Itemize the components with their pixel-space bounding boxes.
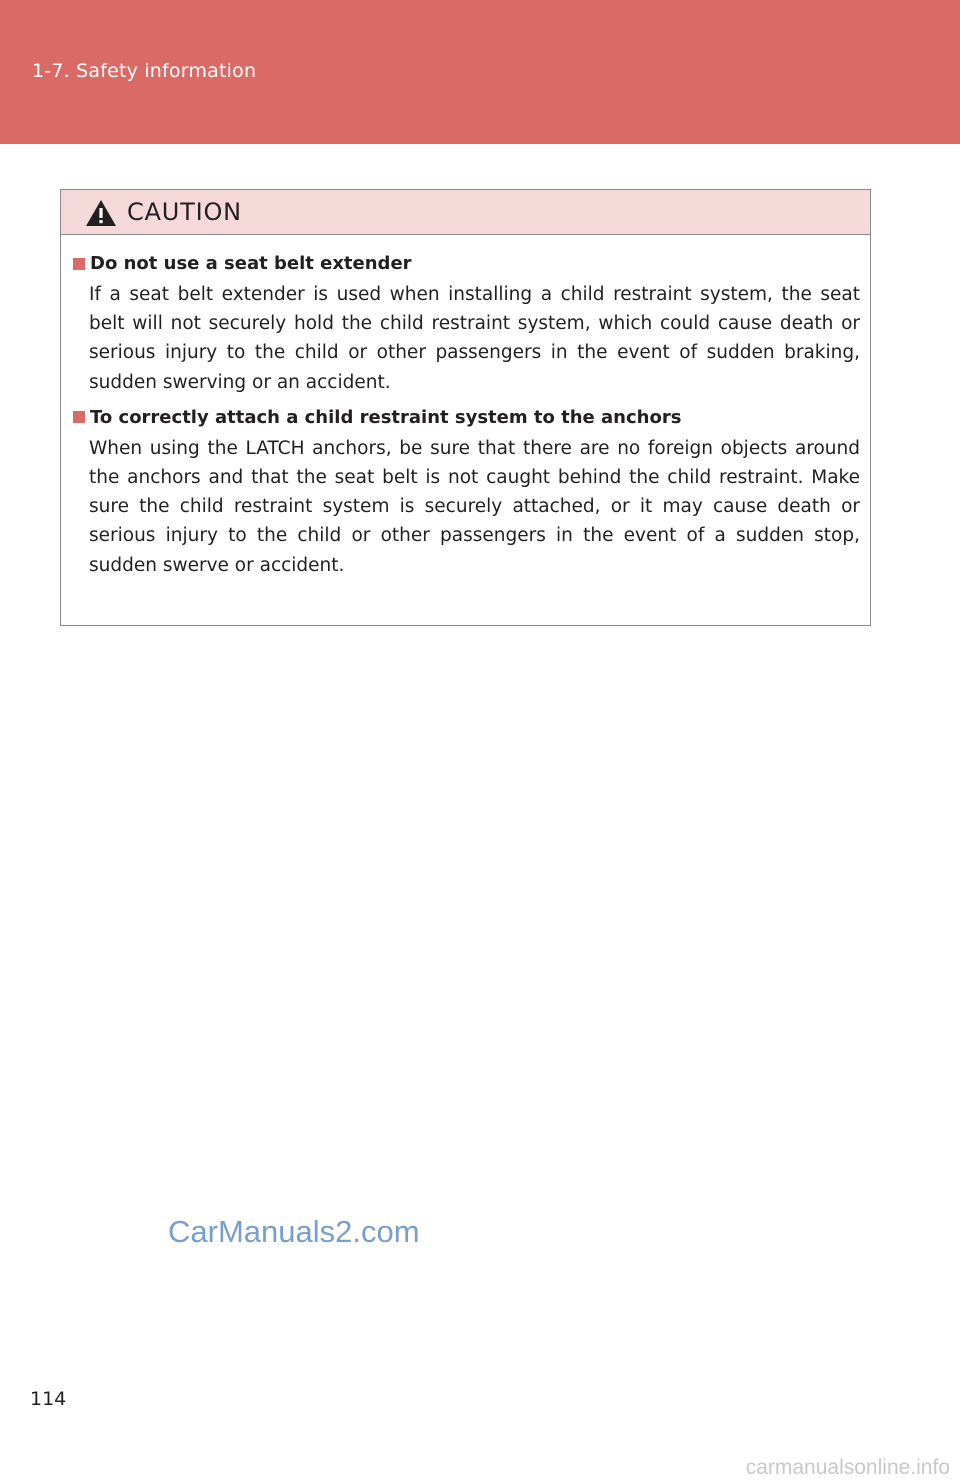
watermark-carmanuals2: CarManuals2.com [168,1214,420,1249]
page-number: 114 [30,1388,67,1410]
caution-box [60,189,871,626]
warning-triangle-icon [85,199,117,227]
caution-item-heading-text: To correctly attach a child restraint system to the anchors [90,406,682,428]
caution-item-heading [73,253,860,274]
caution-body [61,235,870,580]
caution-item-text: If a seat belt extender is used when installing a child restraint system, the seat belt will not securely hold the child restraint system, which could cause death or serious injury to the child or other passengers in the event of sudden braking, sudden swerving or an accident. [89,284,860,393]
caution-header [61,190,870,235]
caution-item-heading-text: Do not use a seat belt extender [90,253,412,274]
watermark-carmanualsonline: carmanualsonline.info [745,1456,950,1479]
caution-item-heading [73,407,860,428]
square-bullet-icon [73,258,85,270]
caution-item [73,407,860,580]
square-bullet-icon [73,411,85,423]
caution-item [73,253,860,397]
section-title: 1-7. Safety information [32,60,257,82]
caution-title: CAUTION [127,198,242,226]
header-band [0,0,960,144]
caution-item-text: When using the LATCH anchors, be sure that there are no foreign objects around the anchors and that the seat belt is not caught behind the child restraint. Make sure the child restraint system is securely attached, or it may cause death or serious injury to the child or other passengers in the event of a sudden stop, sudden swerve or accident. [89,437,860,576]
